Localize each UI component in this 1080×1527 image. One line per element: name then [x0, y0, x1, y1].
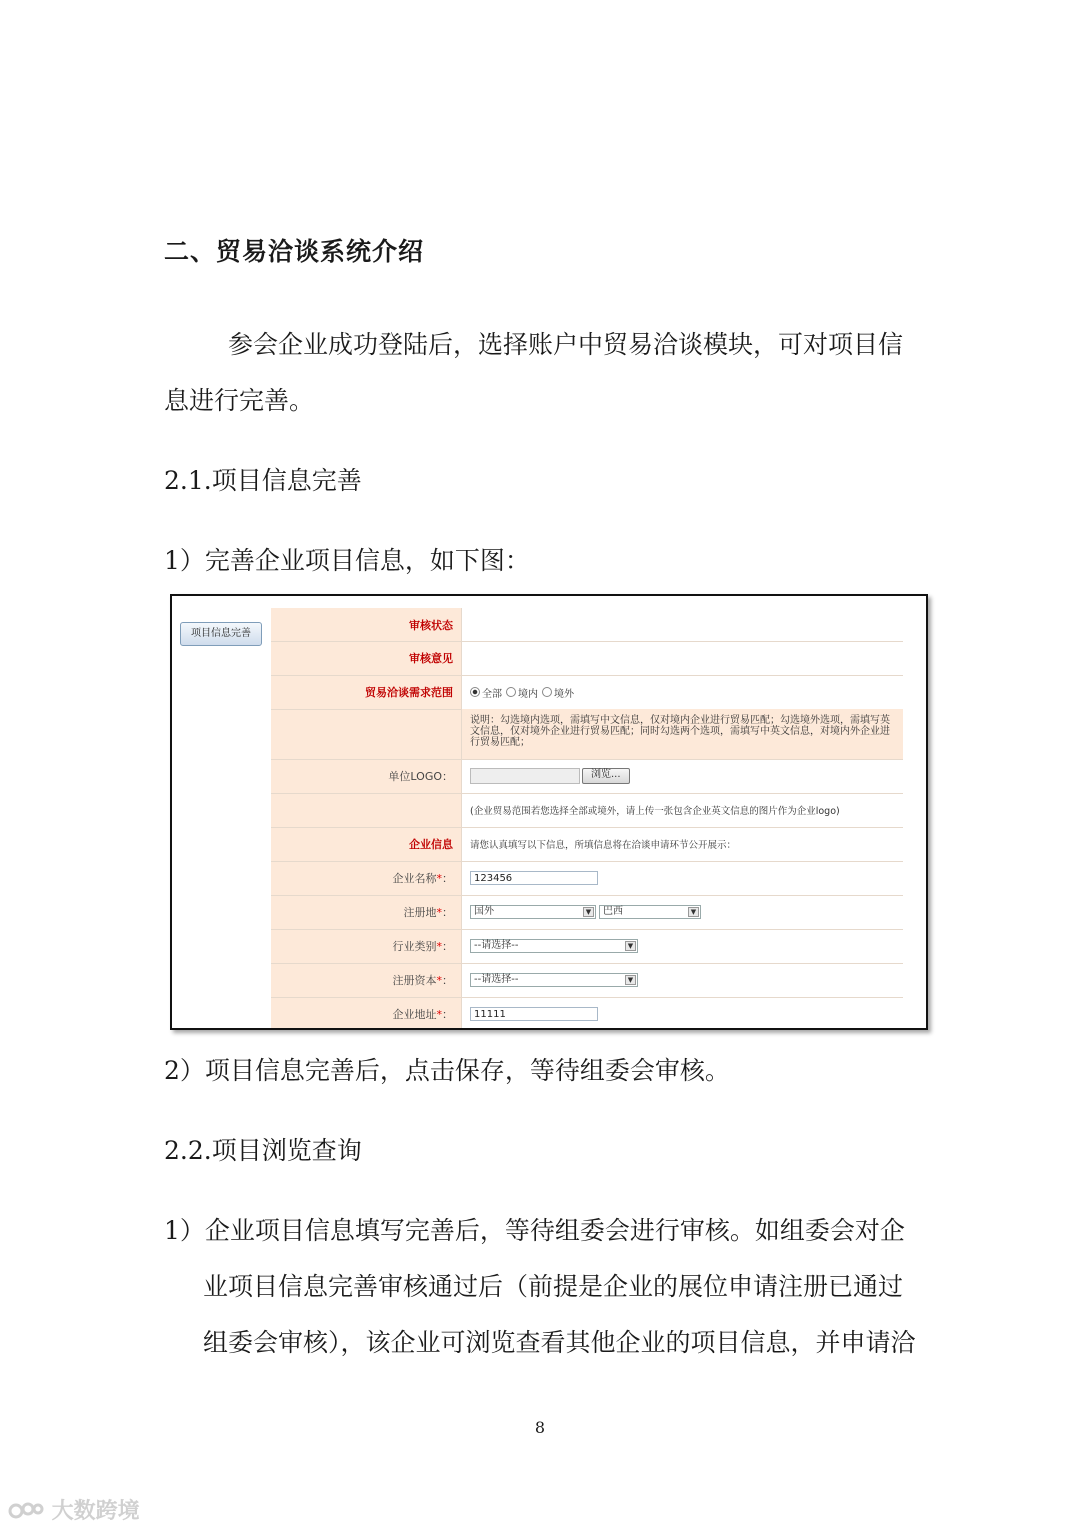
watermark — [8, 1494, 140, 1525]
radio-domestic-label: 境内 — [518, 688, 538, 700]
reg-country-value: 国外 — [474, 906, 494, 917]
scope-note-label — [271, 709, 453, 759]
colon: ： — [442, 872, 453, 885]
capital-label — [271, 963, 453, 997]
capital-select[interactable] — [470, 973, 638, 987]
reg-city-value: 巴西 — [603, 906, 623, 917]
address-row — [271, 997, 903, 1030]
logo-note-row — [271, 793, 903, 828]
capital-label-text: 注册资本 — [392, 974, 437, 987]
radio-all[interactable] — [470, 687, 480, 697]
company-name-label — [271, 861, 453, 895]
audit-status-row — [271, 608, 903, 642]
radio-all-label: 全部 — [482, 688, 502, 700]
reg-country-select[interactable] — [470, 905, 596, 919]
audit-status-value — [461, 608, 903, 641]
chevron-down-icon: ▼ — [688, 907, 699, 917]
scope-note-row — [271, 709, 903, 760]
intro-line-1: 参会企业成功登陆后，选择账户中贸易洽谈模块，可对项目信 — [228, 330, 904, 359]
audit-opinion-label: 审核意见 — [409, 652, 453, 665]
company-name-input[interactable]: 123456 — [470, 871, 598, 885]
reg-city-select[interactable] — [599, 905, 701, 919]
reg-place-cell — [461, 895, 903, 929]
chevron-down-icon: ▼ — [625, 941, 636, 951]
company-name-cell — [461, 861, 903, 895]
capital-value: --请选择-- — [474, 974, 519, 985]
capital-cell — [461, 963, 903, 997]
address-cell — [461, 997, 903, 1030]
colon: ： — [442, 940, 453, 953]
radio-domestic[interactable] — [506, 687, 516, 697]
logo-note-label — [271, 793, 453, 827]
browse-button[interactable]: 浏览... — [582, 768, 630, 784]
required-mark: * — [436, 939, 442, 953]
audit-status-label: 审核状态 — [409, 618, 453, 632]
item-3-line-1: 1）企业项目信息填写完善后，等待组委会进行审核。如组委会对企 — [164, 1216, 905, 1245]
address-label — [271, 997, 453, 1030]
address-label-text: 企业地址 — [392, 1008, 437, 1021]
industry-value: --请选择-- — [474, 940, 519, 951]
industry-cell — [461, 929, 903, 963]
address-input[interactable]: 11111 — [470, 1007, 598, 1021]
form-screenshot — [170, 594, 928, 1030]
watermark-text: 大数跨境 — [51, 1499, 140, 1524]
industry-select[interactable] — [470, 939, 638, 953]
radio-overseas-label: 境外 — [554, 688, 574, 700]
radio-overseas[interactable] — [542, 687, 552, 697]
section-heading: 二、贸易洽谈系统介绍 — [164, 237, 425, 266]
item-1: 1）完善企业项目信息，如下图： — [164, 546, 530, 575]
required-mark: * — [436, 1007, 442, 1021]
company-name-label-text: 企业名称 — [392, 872, 437, 885]
logo-file-input[interactable] — [470, 768, 580, 784]
item-3-line-2: 业项目信息完善审核通过后（前提是企业的展位申请注册已通过 — [203, 1272, 904, 1301]
industry-row — [271, 929, 903, 964]
colon: ： — [442, 906, 453, 919]
reg-place-label — [271, 895, 453, 929]
section-2-2-title: 2.2.项目浏览查询 — [164, 1136, 362, 1165]
company-name-row — [271, 861, 903, 896]
required-mark: * — [436, 905, 442, 919]
audit-opinion-value — [461, 641, 903, 675]
logo-upload — [461, 759, 903, 793]
reg-place-label-text: 注册地 — [403, 906, 437, 919]
required-mark: * — [436, 871, 442, 885]
intro-line-2: 息进行完善。 — [164, 386, 315, 415]
scope-note: 说明：勾选境内选项，需填写中文信息，仅对境内企业进行贸易匹配；勾选境外选项，需填写英文信息，仅对境外企业进行贸易匹配；同时勾选两个选项，需填写中英文信息，对境内外企业进行贸易匹配； — [461, 709, 903, 759]
required-mark: * — [436, 973, 442, 987]
page-number: 8 — [534, 1418, 546, 1437]
scope-label: 贸易洽谈需求范围 — [365, 686, 453, 699]
item-2: 2）项目信息完善后，点击保存，等待组委会审核。 — [164, 1056, 730, 1085]
logo-label: 单位LOGO： — [388, 770, 453, 783]
logo-note: (企业贸易范围若您选择全部或境外，请上传一张包含企业英文信息的图片作为企业logo) — [461, 793, 903, 827]
company-info-row — [271, 827, 903, 862]
scope-options — [461, 675, 903, 709]
item-3-line-3: 组委会审核），该企业可浏览查看其他企业的项目信息，并申请洽 — [203, 1328, 916, 1357]
colon: ： — [442, 1008, 453, 1021]
colon: ： — [442, 974, 453, 987]
section-2-1-title: 2.1.项目信息完善 — [164, 466, 362, 495]
chevron-down-icon: ▼ — [625, 975, 636, 985]
audit-opinion-row — [271, 641, 903, 676]
project-info-button[interactable]: 项目信息完善 — [180, 622, 262, 646]
reg-place-row — [271, 895, 903, 930]
company-info-label: 企业信息 — [409, 838, 453, 851]
company-info-note: 请您认真填写以下信息，所填信息将在洽谈申请环节公开展示： — [461, 827, 903, 861]
logo-row — [271, 759, 903, 794]
chevron-down-icon: ▼ — [583, 907, 594, 917]
capital-row — [271, 963, 903, 998]
industry-label-text: 行业类别 — [392, 940, 437, 953]
industry-label — [271, 929, 453, 963]
watermark-logo-icon — [8, 1499, 44, 1521]
scope-row — [271, 675, 903, 710]
